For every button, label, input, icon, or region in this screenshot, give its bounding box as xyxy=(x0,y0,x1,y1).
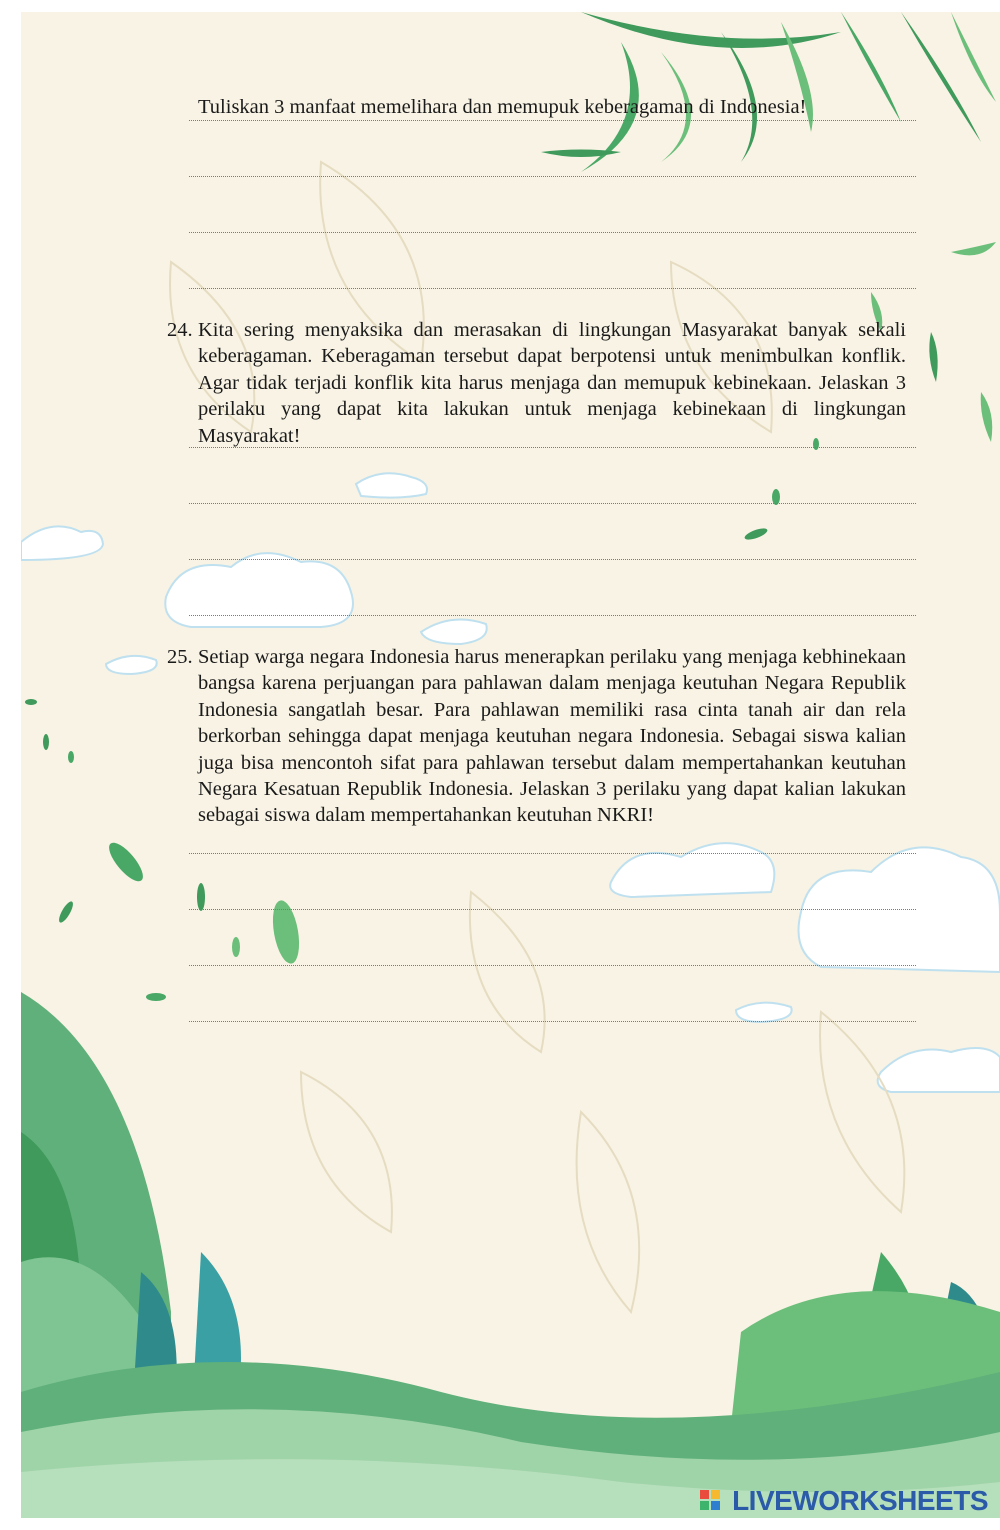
answer-25-input-3[interactable] xyxy=(189,969,920,1023)
answer-24-input-3[interactable] xyxy=(189,563,920,617)
answer-line xyxy=(189,615,916,616)
question-25-prompt xyxy=(167,644,906,829)
answer-line xyxy=(189,288,916,289)
answer-25-input-1[interactable] xyxy=(189,857,920,911)
question-24-text: Kita sering menyaksika dan merasakan di lingkungan Masyarakat banyak sekali keberagaman. Keberagaman tersebut dapat berpotensi untuk menimbulkan konflik. Agar tidak terjadi konflik kita harus menjaga dan memupuk kebinekaan. Jelaskan 3 perilaku yang dapat kita lakukan untuk menjaga kebinekaan di lingkungan Masyarakat! xyxy=(198,319,906,447)
answer-line xyxy=(189,1021,916,1022)
worksheet-page xyxy=(21,12,1000,1518)
answer-line xyxy=(189,853,916,854)
answer-23-input-1[interactable] xyxy=(189,124,920,178)
answer-23-input-3[interactable] xyxy=(189,236,920,290)
answer-line xyxy=(189,559,916,560)
answer-line xyxy=(189,232,916,233)
answer-24-input-2[interactable] xyxy=(189,507,920,561)
answer-line xyxy=(189,909,916,910)
bottom-landscape-decoration xyxy=(21,992,1000,1518)
question-23-text: Tuliskan 3 manfaat memelihara dan memupuk keberagaman di Indonesia! xyxy=(198,96,807,118)
answer-23-input-2[interactable] xyxy=(189,180,920,234)
answer-24-input-1[interactable] xyxy=(189,451,920,505)
answer-line xyxy=(189,965,916,966)
liveworksheets-brand: LIVEWORKSHEETS xyxy=(732,1485,988,1516)
question-24-number: 24. xyxy=(167,319,193,341)
question-24-prompt xyxy=(167,317,906,449)
question-25-number: 25. xyxy=(167,646,193,668)
liveworksheets-logo-icon xyxy=(700,1490,720,1510)
answer-line xyxy=(189,120,916,121)
answer-line xyxy=(189,176,916,177)
question-23-prompt xyxy=(198,94,918,120)
answer-line xyxy=(189,447,916,448)
answer-line xyxy=(189,503,916,504)
question-25-text: Setiap warga negara Indonesia harus menerapkan perilaku yang menjaga kebhinekaan bangsa karena perjuangan para pahlawan dalam menjaga keutuhan Negara Republik Indonesia sangatlah besar. Para pahlawan memiliki rasa cinta tanah air dan rela berkorban sehingga dapat menjaga keutuhan negara Indonesia. Sebagai siswa kalian juga bisa mencontoh sifat para pahlawan tersebut dalam mempertahankan keutuhan Negara Kesatuan Republik Indonesia. Jelaskan 3 perilaku yang dapat kalian lakukan sebagai siswa dalam mempertahankan keutuhan NKRI! xyxy=(198,646,906,827)
answer-25-input-2[interactable] xyxy=(189,913,920,967)
